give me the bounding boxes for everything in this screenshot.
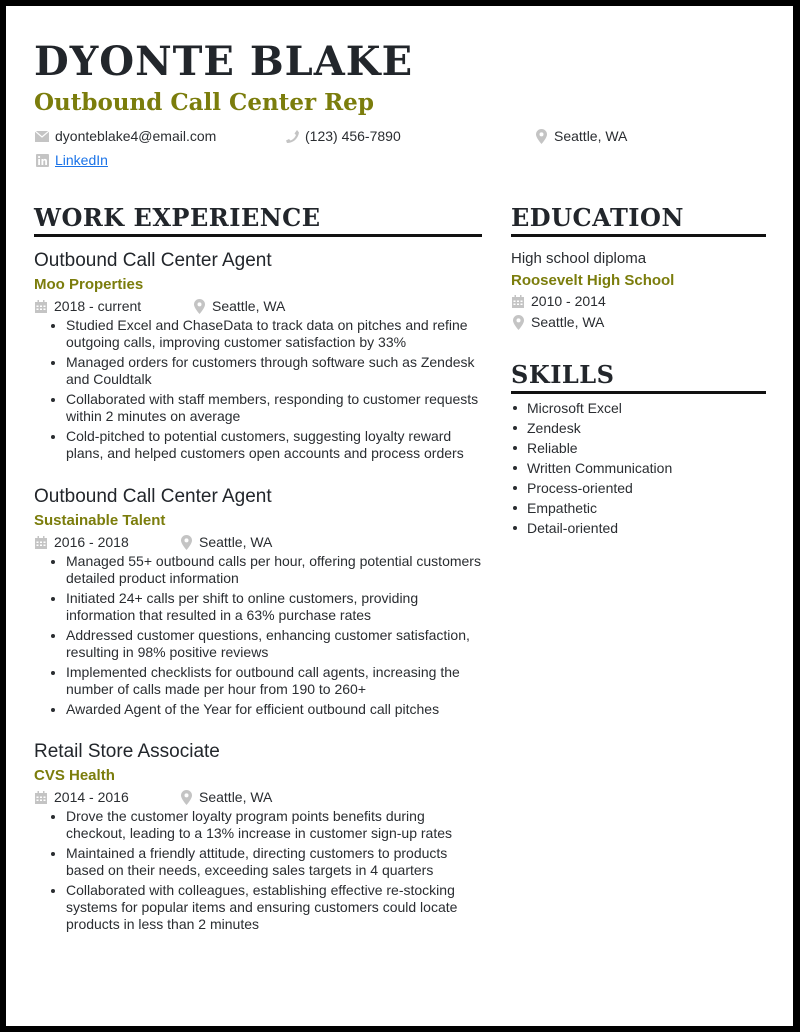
job-bullet: Addressed customer questions, enhancing customer satisfaction, resulting in 98% positive reviews	[34, 627, 486, 661]
skill-item: Process-oriented	[511, 478, 771, 498]
skill-item: Microsoft Excel	[511, 398, 771, 418]
job-bullets	[34, 553, 486, 718]
job-bullet: Collaborated with colleagues, establishing effective re-stocking systems for popular items and ensuring customers could locate products in less than 2 minutes	[34, 882, 486, 933]
education-heading: EDUCATION	[511, 203, 684, 232]
job-bullet: Drove the customer loyalty program points benefits during checkout, leading to a 13% increase in customer sign-up rates	[34, 808, 486, 842]
job-meta	[34, 297, 486, 315]
job-bullet: Awarded Agent of the Year for efficient outbound call pitches	[34, 701, 486, 718]
calendar-icon	[34, 299, 48, 313]
job-bullet: Maintained a friendly attitude, directing customers to products based on their needs, exceeding sales targets in 4 quarters	[34, 845, 486, 879]
job-bullet: Cold-pitched to potential customers, suggesting loyalty reward plans, and helped customers open accounts and process orders	[34, 428, 486, 462]
job-dates: 2016 - 2018	[54, 534, 129, 550]
job-bullet: Studied Excel and ChaseData to track data on pitches and refine outgoing calls, improving customer satisfaction by 33%	[34, 317, 486, 351]
skill-item: Empathetic	[511, 498, 771, 518]
job-bullets	[34, 808, 486, 933]
job-title: Retail Store Associate	[34, 741, 220, 762]
job-bullets	[34, 317, 486, 462]
contact-email	[35, 127, 216, 145]
skills-list	[511, 398, 771, 538]
education-dates: 2010 - 2014	[531, 293, 606, 309]
education-rule	[511, 234, 766, 237]
job-entry	[34, 485, 486, 721]
candidate-name: DYONTE BLAKE	[34, 38, 414, 85]
job-company: Moo Properties	[34, 276, 144, 293]
work-experience-heading: WORK EXPERIENCE	[34, 203, 321, 232]
map-pin-icon	[511, 315, 525, 329]
job-location: Seattle, WA	[199, 534, 273, 550]
contact-phone	[285, 127, 401, 145]
skills-rule	[511, 391, 766, 394]
phone-icon	[285, 129, 299, 143]
resume-page	[6, 6, 793, 1026]
contact-location	[534, 127, 627, 145]
education-degree: High school diploma	[511, 250, 647, 267]
candidate-title: Outbound Call Center Rep	[34, 89, 374, 116]
linkedin-icon	[35, 153, 49, 167]
map-pin-icon	[179, 790, 193, 804]
job-bullet: Collaborated with staff members, responding to customer requests within 2 minutes on average	[34, 391, 486, 425]
calendar-icon	[511, 294, 525, 308]
job-location: Seattle, WA	[212, 298, 286, 314]
job-title: Outbound Call Center Agent	[34, 250, 272, 271]
job-bullet: Implemented checklists for outbound call agents, increasing the number of calls made per hour from 190 to 260+	[34, 664, 486, 698]
education-location-row	[511, 313, 771, 331]
skill-item: Reliable	[511, 438, 771, 458]
skills-heading: SKILLS	[511, 360, 615, 389]
calendar-icon	[34, 790, 48, 804]
job-dates: 2018 - current	[54, 298, 142, 314]
location-text: Seattle, WA	[554, 128, 628, 144]
job-title: Outbound Call Center Agent	[34, 486, 272, 507]
education-entry	[511, 249, 771, 331]
job-company: CVS Health	[34, 767, 115, 784]
job-bullet: Managed 55+ outbound calls per hour, offering potential customers detailed product information	[34, 553, 486, 587]
email-text: dyonteblake4@email.com	[55, 128, 217, 144]
job-entry	[34, 249, 486, 465]
education-location: Seattle, WA	[531, 314, 605, 330]
map-pin-icon	[534, 129, 548, 143]
work-experience-rule	[34, 234, 482, 237]
skill-item: Written Communication	[511, 458, 771, 478]
job-meta	[34, 788, 486, 806]
phone-text: (123) 456-7890	[305, 128, 401, 144]
contact-linkedin	[35, 151, 108, 169]
map-pin-icon	[192, 299, 206, 313]
education-dates-row	[511, 292, 771, 310]
job-dates: 2014 - 2016	[54, 789, 129, 805]
calendar-icon	[34, 535, 48, 549]
skill-item: Zendesk	[511, 418, 771, 438]
envelope-icon	[35, 129, 49, 143]
skill-item: Detail-oriented	[511, 518, 771, 538]
job-bullet: Managed orders for customers through software such as Zendesk and Couldtalk	[34, 354, 486, 388]
job-meta	[34, 533, 486, 551]
job-entry	[34, 740, 486, 936]
job-company: Sustainable Talent	[34, 512, 166, 529]
map-pin-icon	[179, 535, 193, 549]
education-school: Roosevelt High School	[511, 272, 675, 289]
job-location: Seattle, WA	[199, 789, 273, 805]
linkedin-link[interactable]: LinkedIn	[55, 152, 108, 168]
job-bullet: Initiated 24+ calls per shift to online customers, providing information that resulted in a 63% purchase rates	[34, 590, 486, 624]
